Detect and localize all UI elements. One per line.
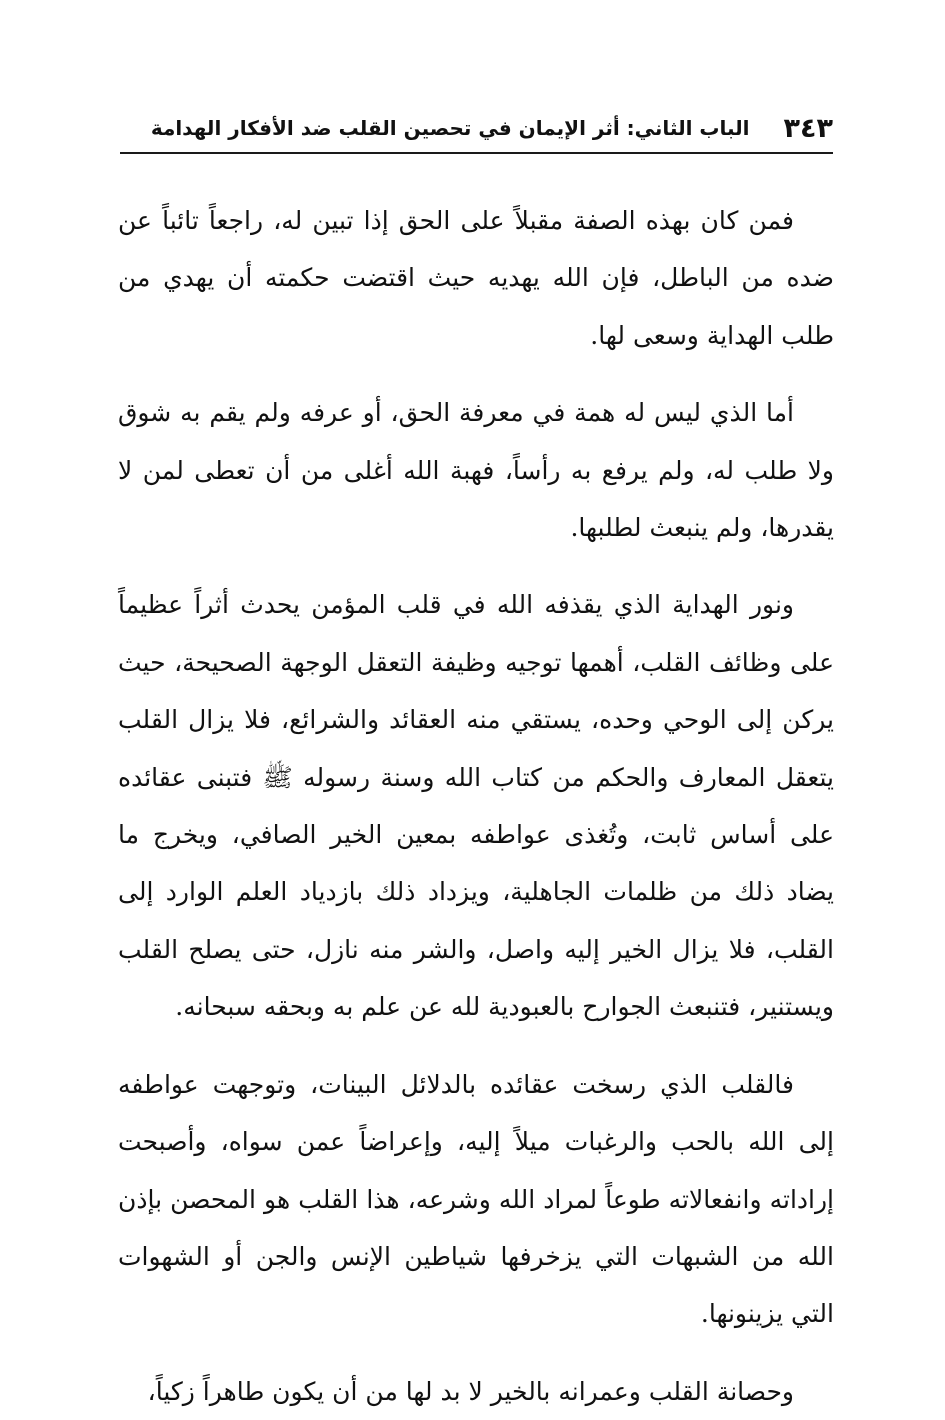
paragraph: أما الذي ليس له همة في معرفة الحق، أو عرفه ولم يقم به شوق ولا طلب له، ولم يرفع به رأساً، فهبة الله أغلى من أن تعطى لمن لا يقدرها، ولم ينبعث لطلبها. (118, 398, 834, 543)
paragraph: وحصانة القلب وعمرانه بالخير لا بد لها من أن يكون طاهراً زكياً، (147, 1376, 794, 1406)
page-header (120, 108, 833, 148)
paragraph: ونور الهداية الذي يقذفه الله في قلب المؤمن يحدث أثراً عظيماً على وظائف القلب، أهمها توجيه وظيفة التعقل الوجهة الصحيحة، حيث يركن إلى الوحي وحده، يستقي منه العقائد والشرائع، فلا يزال القلب يتعقل المعارف والحكم من كتاب الله وسنة رسوله ﷺ فتبنى عقائده على أساس ثابت، وتُغذى عواطفه بمعين الخير الصافي، ويخرج ما يضاد ذلك من ظلمات الجاهلية، ويزداد ذلك بازدياد العلم الوارد إلى القلب، فلا يزال الخير إليه واصل، والشر منه نازل، حتى يصلح القلب ويستنير، فتنبعث الجوارح بالعبودية لله عن علم به وبحقه سبحانه. (118, 590, 834, 1022)
header-divider (120, 152, 833, 154)
paragraph: فمن كان بهذه الصفة مقبلاً على الحق إذا تبين له، راجعاً تائباً عن ضده من الباطل، فإن الله يهديه حيث اقتضت حكمته أن يهدي من طلب الهداية وسعى لها. (118, 206, 834, 350)
paragraph: فالقلب الذي رسخت عقائده بالدلائل البينات، وتوجهت عواطفه إلى الله بالحب والرغبات ميلاً إليه، وإعراضاً عمن سواه، وأصبحت إراداته وانفعالاته طوعاً لمراد الله وشرعه، هذا القلب هو المحصن بإذن الله من الشبهات التي يزخرفها شياطين الإنس والجن أو الشهوات التي يزينونها. (118, 1069, 834, 1329)
body-text (118, 192, 834, 1420)
page-number: ٣٤٣ (783, 112, 833, 144)
running-title: الباب الثاني: أثر الإيمان في تحصين القلب ضد الأفكار الهدامة (150, 116, 750, 140)
